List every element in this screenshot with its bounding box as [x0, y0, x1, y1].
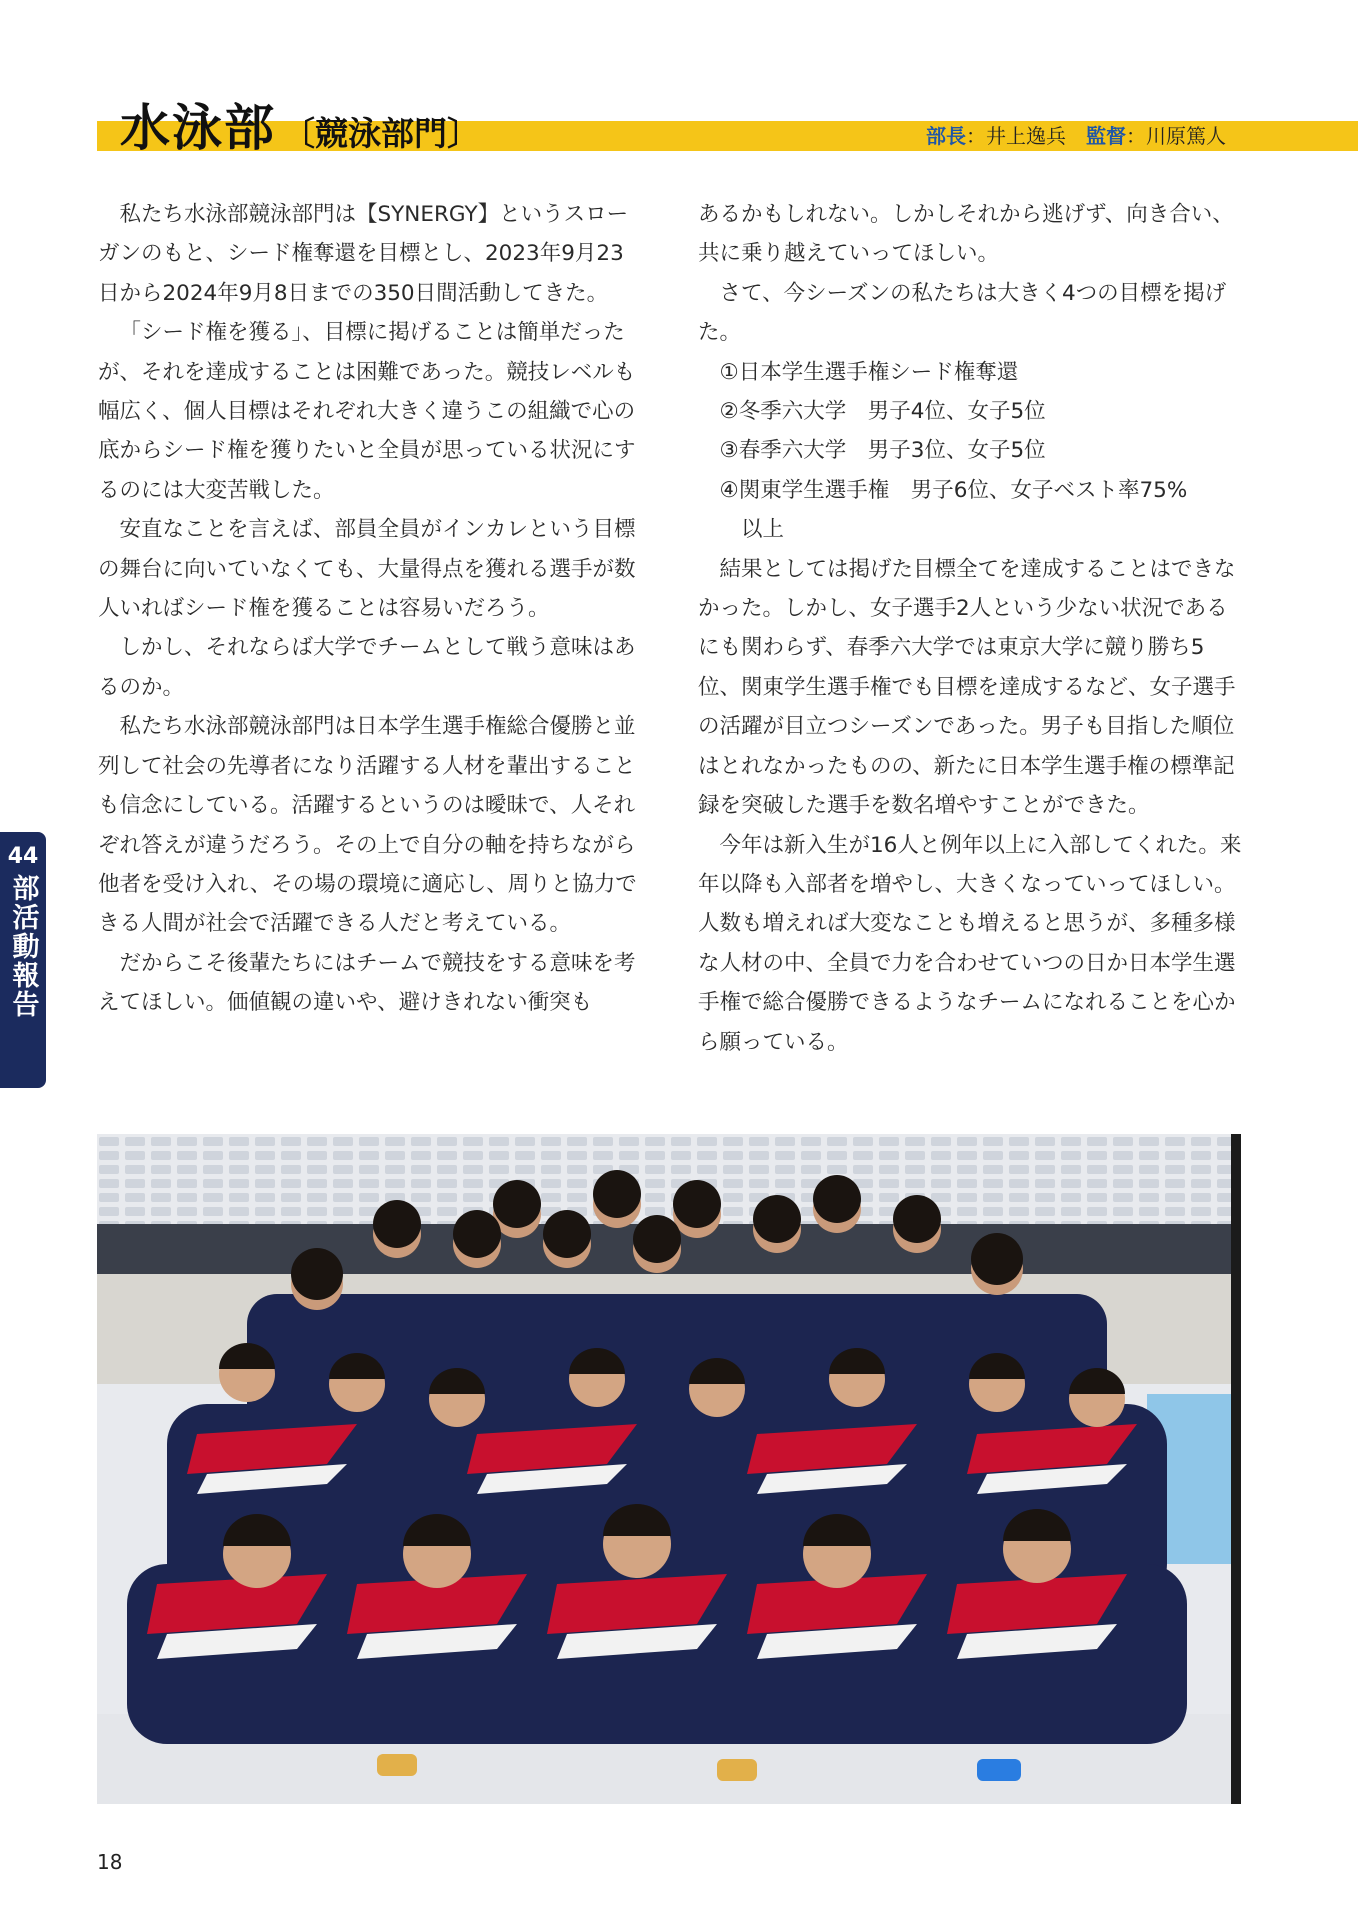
role-captain: 部長	[926, 124, 966, 148]
paragraph: 結果としては掲げた目標全てを達成することはできなかった。しかし、女子選手2人という少ない状況であるにも関わらず、春季六大学では東京大学に競り勝ち5位、関東学生選手権でも目標を達成するなど、女子選手の活躍が目立つシーズンであった。男子も目指した順位はとれなかったものの、新たに日本学生選手権の標準記録を突破した選手を数名増やすことができた。	[698, 556, 1236, 819]
goal-item: ③春季六大学 男子3位、女子5位	[719, 438, 1046, 464]
staff-line	[926, 123, 1226, 149]
goal-item: ④関東学生選手権 男子6位、女子ベスト率75%	[719, 477, 1188, 503]
paragraph: だからこそ後輩たちにはチームで競技をする意味を考えてほしい。価値観の違いや、避けきれない衝突も	[98, 950, 636, 1016]
stadium-seats	[97, 1134, 1241, 1224]
role-coach: 監督	[1086, 124, 1126, 148]
right-column	[698, 195, 1243, 1062]
paragraph: しかし、それならば大学でチームとして戦う意味はあるのか。	[98, 635, 636, 700]
paragraph: あるかもしれない。しかしそれから逃げず、向き合い、共に乗り越えていってほしい。	[698, 202, 1234, 267]
paragraph: さて、今シーズンの私たちは大きく4つの目標を掲げた。	[698, 280, 1227, 346]
photo-border	[1231, 1134, 1241, 1804]
colon: ：	[1126, 124, 1146, 148]
paragraph: 私たち水泳部競泳部門は日本学生選手権総合優勝と並列して社会の先導者になり活躍する人材を輩出することも信念にしている。活躍するというのは曖昧で、人それぞれ答えが違うだろう。その上で自分の軸を持ちながら他者を受け入れ、その場の環境に適応し、周りと協力できる人間が社会で活躍できる人だと考えている。	[98, 714, 637, 937]
coach-name: 川原篤人	[1146, 124, 1226, 148]
swimmers-front-row	[127, 1504, 1187, 1781]
page-number: 18	[97, 1850, 123, 1874]
goal-item: ②冬季六大学 男子4位、女子5位	[719, 399, 1046, 425]
goal-item-continuation: 以上	[741, 517, 785, 543]
team-photo-illustration	[97, 1134, 1241, 1804]
section-subtitle: 〔競泳部門〕	[282, 114, 480, 153]
side-tab-label: 部活動報告	[7, 874, 39, 1019]
side-tab	[0, 832, 46, 1088]
left-column	[98, 195, 643, 1023]
club-name: 水泳部	[120, 99, 276, 157]
spacer	[1066, 124, 1086, 148]
team-photo	[97, 1134, 1241, 1804]
paragraph: 「シード権を獲る」、目標に掲げることは簡単だったが、それを達成することは困難であった。競技レベルも幅広く、個人目標はそれぞれ大きく違うこの組織で心の底からシード権を獲りたいと全員が思っている状況にするのには大変苦戦した。	[98, 320, 636, 503]
paragraph: 今年は新入生が16人と例年以上に入部してくれた。来年以降も入部者を増やし、大きくなっていってほしい。人数も増えれば大変なことも増えると思うが、多種多様な人材の中、全員で力を合わせていつの日か日本学生選手権で総合優勝できるようなチームになれることを心から願っている。	[698, 832, 1242, 1055]
page-title	[120, 98, 480, 164]
paragraph: 安直なことを言えば、部員全員がインカレという目標の舞台に向いていなくても、大量得点を獲れる選手が数人いればシード権を獲ることは容易いだろう。	[98, 517, 636, 622]
paragraph: 私たち水泳部競泳部門は【SYNERGY】というスローガンのもと、シード権奪還を目標とし、2023年9月23日から2024年9月8日までの350日間活動してきた。	[98, 202, 629, 306]
captain-name: 井上逸兵	[986, 124, 1066, 148]
colon: ：	[966, 124, 986, 148]
side-tab-number: 44	[7, 844, 39, 869]
goal-item: ①日本学生選手権シード権奪還	[719, 359, 1019, 385]
